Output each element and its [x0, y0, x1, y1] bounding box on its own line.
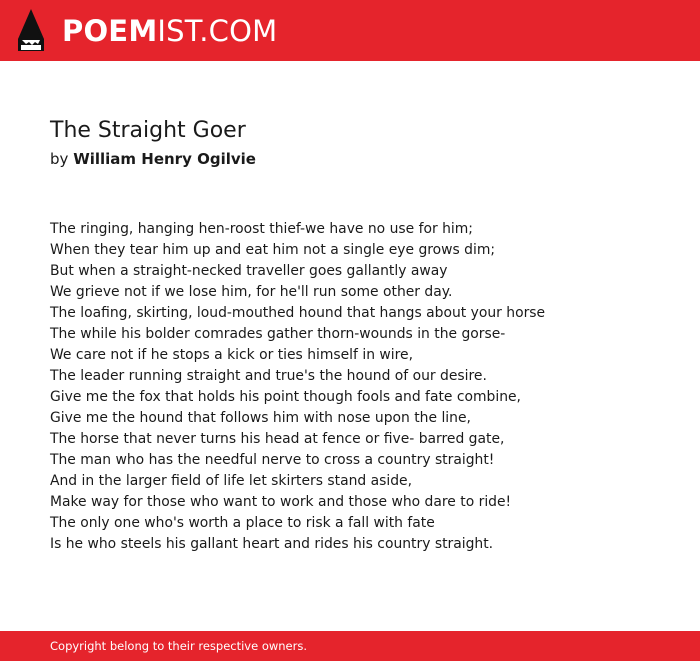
- poem-line: When they tear him up and eat him not a single eye grows dim;: [50, 242, 496, 258]
- copyright-text: Copyright belong to their respective owners.: [50, 639, 308, 653]
- poem-line: The horse that never turns his head at fence or five- barred gate,: [50, 431, 505, 447]
- poem-line: The man who has the needful nerve to cross a country straight!: [50, 452, 495, 468]
- poem-line: But when a straight-necked traveller goes gallantly away: [50, 263, 448, 279]
- poem-line: We grieve not if we lose him, for he'll run some other day.: [50, 284, 453, 300]
- pencil-tip-icon[interactable]: [18, 9, 44, 51]
- poem-byline: [50, 148, 256, 170]
- poem-line: Is he who steels his gallant heart and rides his country straight.: [50, 536, 494, 552]
- poem-line: Make way for those who want to work and those who dare to ride!: [50, 494, 512, 510]
- poem-line: Give me the hound that follows him with nose upon the line,: [50, 410, 471, 426]
- poem-body: [50, 219, 670, 555]
- site-header: [0, 0, 700, 61]
- site-logo[interactable]: [62, 12, 277, 50]
- poem-line: The ringing, hanging hen-roost thief-we have no use for him;: [50, 221, 473, 237]
- poem-line: Give me the fox that holds his point though fools and fate combine,: [50, 389, 521, 405]
- byline-prefix: by: [50, 150, 69, 168]
- site-footer: [0, 631, 700, 661]
- poem-line: The loafing, skirting, loud-mouthed hound that hangs about your horse: [50, 305, 546, 321]
- poem-line: The leader running straight and true's the hound of our desire.: [50, 368, 487, 384]
- poem-line: The while his bolder comrades gather thorn-wounds in the gorse-: [50, 326, 506, 342]
- poem-line: We care not if he stops a kick or ties himself in wire,: [50, 347, 414, 363]
- logo-brand-light: IST.COM: [157, 14, 278, 48]
- poem-line: The only one who's worth a place to risk a fall with fate: [50, 515, 435, 531]
- poem-title: The Straight Goer: [50, 118, 246, 143]
- poem-author: William Henry Ogilvie: [73, 150, 256, 168]
- logo-brand-bold: POEM: [62, 14, 158, 48]
- poem-line: And in the larger field of life let skirters stand aside,: [50, 473, 413, 489]
